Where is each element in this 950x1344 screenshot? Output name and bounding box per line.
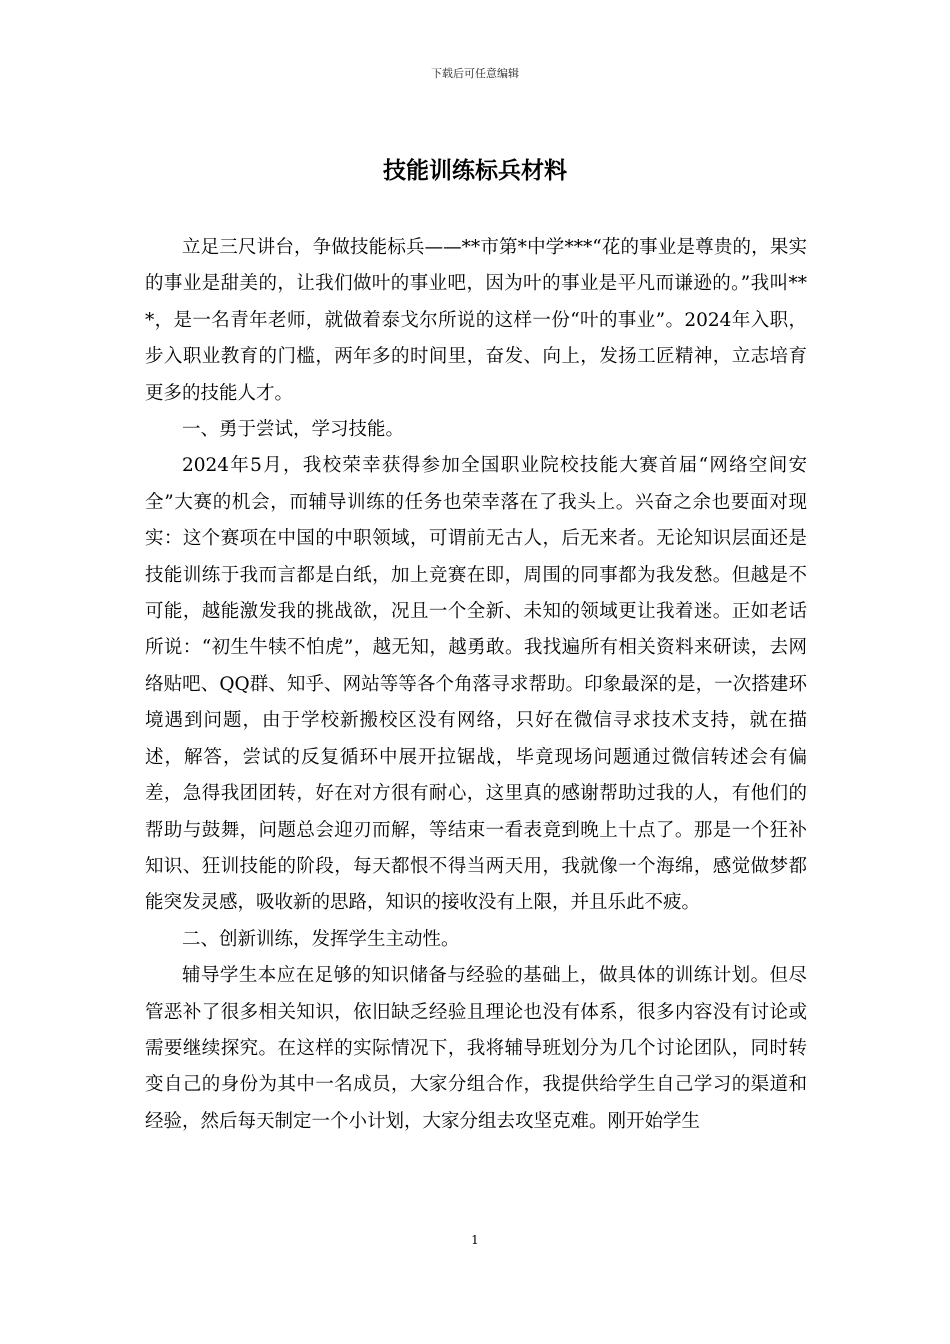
document-body: [145, 230, 807, 1140]
section-heading-1: 一、勇于尝试，学习技能。: [182, 419, 405, 441]
paragraph-section-2: 辅导学生本应在足够的知识储备与经验的基础上，做具体的训练计划。但尽管恶补了很多相关知识，依旧缺乏经验且理论也没有体系，很多内容没有讨论或需要继续探究。在这样的实际情况下，我将辅导班划分为几个讨论团队，同时转变自己的身份为其中一名成员，大家分组合作，我提供给学生自己学习的渠道和经验，然后每天制定一个小计划，大家分组去攻坚克难。刚开始学生: [145, 965, 807, 1132]
paragraph-intro: 立足三尺讲台，争做技能标兵——**市第*中学***“花的事业是尊贵的，果实的事业是甜美的，让我们做叶的事业吧，因为叶的事业是平凡而谦逊的。”我叫***，是一名青年老师，就做着泰戈尔所说的这样一份“叶的事业”。2024年入职，步入职业教育的门槛，两年多的时间里，奋发、向上，发扬工匠精神，立志培育更多的技能人才。: [145, 237, 807, 404]
section-heading-2: 二、创新训练，发挥学生主动性。: [182, 928, 460, 950]
paragraph-section-1: 2024年5月，我校荣幸获得参加全国职业院校技能大赛首届“网络空间安全”大赛的机会，而辅导训练的任务也荣幸落在了我头上。兴奋之余也要面对现实：这个赛项在中国的中职领域，可谓前无古人，后无来者。无论知识层面还是技能训练于我而言都是白纸，加上竞赛在即，周围的同事都为我发愁。但越是不可能，越能激发我的挑战欲，况且一个全新、未知的领域更让我着迷。正如老话所说：“初生牛犊不怕虎”，越无知，越勇敢。我找遍所有相关资料来研读，去网络贴吧、QQ群、知乎、网站等等各个角落寻求帮助。印象最深的是，一次搭建环境遇到问题，由于学校新搬校区没有网络，只好在微信寻求技术支持，就在描述，解答，尝试的反复循环中展开拉锯战，毕竟现场问题通过微信转述会有偏差，急得我团团转，好在对方很有耐心，这里真的感谢帮助过我的人，有他们的帮助与鼓舞，问题总会迎刃而解，等结束一看表竟到晚上十点了。那是一个狂补知识、狂训技能的阶段，每天都恨不得当两天用，我就像一个海绵，感觉做梦都能突发灵感，吸收新的思路，知识的接收没有上限，并且乐此不疲。: [145, 455, 807, 914]
document-title: 技能训练标兵材料: [383, 157, 567, 184]
page-number: 1: [471, 1233, 479, 1247]
header-note: 下载后可任意编辑: [431, 67, 519, 80]
